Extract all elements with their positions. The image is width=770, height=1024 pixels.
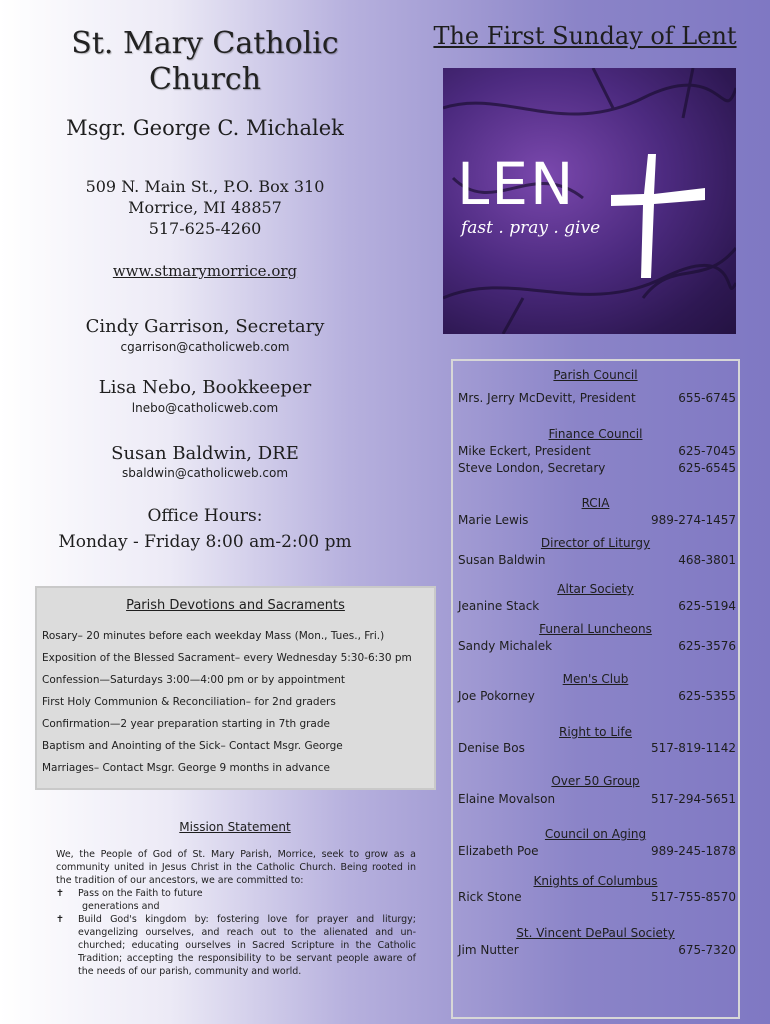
member-name: Marie Lewis [458,513,529,527]
devotion-item: Baptism and Anointing of the Sick– Contact Msgr. George [42,740,343,752]
lent-image [443,68,736,334]
member-phone: 517-819-1142 [650,741,736,755]
member-row [458,461,736,475]
member-row [458,943,736,957]
mission-bullet [56,887,416,900]
devotion-item: Marriages– Contact Msgr. George 9 months in advance [42,762,330,774]
member-row [458,689,736,703]
cross-bullet-icon: ✝ [56,914,64,925]
member-phone: 625-5194 [678,599,736,613]
member-row [458,792,736,806]
member-name: Mike Eckert, President [458,444,591,458]
address-line-2: Morrice, MI 48857 [128,198,282,217]
staff-email-secretary[interactable]: cgarrison@catholicweb.com [120,340,290,354]
church-phone: 517-625-4260 [148,219,262,238]
mission-bullet-text: Build God's kingdom by: fostering love for prayer and liturgy; evangelizing ourselves, and reach out to the alienated and un-churched; educating ourselves in Sacred Scripture in the Catholic Tradition; accepting the responsibility to be servant people aware of the needs of our parish, community and world. [78,914,416,977]
office-hours: Monday - Friday 8:00 am-2:00 pm [58,532,352,552]
member-phone: 989-274-1457 [650,513,736,527]
devotion-item: Confession—Saturdays 3:00—4:00 pm or by appointment [42,674,345,686]
member-name: Elaine Movalson [458,792,556,806]
member-name: Mrs. Jerry McDevitt, President [458,391,636,405]
mission-bullet [56,913,416,978]
devotions-title: Parish Devotions and Sacraments [126,598,345,613]
member-row [458,639,736,653]
member-row [458,553,736,567]
mission-title: Mission Statement [179,820,291,834]
member-phone: 655-6745 [678,391,736,405]
member-phone: 468-3801 [678,553,736,567]
member-name: Steve London, Secretary [458,461,606,475]
member-name: Jim Nutter [458,943,519,957]
cross-icon [443,68,736,334]
pastor-name: Msgr. George C. Michalek [66,116,344,140]
member-phone: 675-7320 [678,943,736,957]
staff-name-dre: Susan Baldwin, DRE [111,443,299,464]
group-title: RCIA [581,496,610,510]
member-phone: 625-5355 [678,689,736,703]
devotion-item: First Holy Communion & Reconciliation– for 2nd graders [42,696,336,708]
member-name: Sandy Michalek [458,639,553,653]
group-title: St. Vincent DePaul Society [516,926,675,940]
group-title: Council on Aging [544,827,647,841]
member-name: Susan Baldwin [458,553,546,567]
devotion-item: Rosary– 20 minutes before each weekday Mass (Mon., Tues., Fri.) [42,630,385,642]
member-phone: 625-3576 [678,639,736,653]
mission-intro: We, the People of God of St. Mary Parish, Morrice, seek to grow as a community united in Jesus Christ in the Catholic Church. Being rooted in the tradition of our ancestors, we are committed to: [56,849,416,886]
mission-statement [56,848,416,978]
lent-tagline: fast . pray . give [461,218,601,238]
lent-heading: The First Sunday of Lent [433,22,737,50]
member-row [458,844,736,858]
member-row [458,890,736,904]
staff-name-bookkeeper: Lisa Nebo, Bookkeeper [98,377,312,398]
member-phone: 989-245-1878 [650,844,736,858]
member-phone: 517-294-5651 [650,792,736,806]
group-title: Funeral Luncheons [539,622,652,636]
member-row [458,391,736,405]
group-title: Altar Society [557,582,634,596]
member-name: Joe Pokorney [458,689,535,703]
website-link[interactable]: www.stmarymorrice.org [112,262,298,280]
lent-word: LEN [457,150,576,218]
member-name: Elizabeth Poe [458,844,539,858]
devotions-box [35,586,436,790]
member-row [458,444,736,458]
staff-name-secretary: Cindy Garrison, Secretary [85,316,325,337]
address-line-1: 509 N. Main St., P.O. Box 310 [85,177,325,196]
member-phone: 517-755-8570 [650,890,736,904]
staff-email-bookkeeper[interactable]: lnebo@catholicweb.com [131,401,279,415]
member-phone: 625-6545 [678,461,736,475]
group-title: Men's Club [562,672,629,686]
group-title: Parish Council [553,368,638,382]
group-title: Finance Council [548,427,643,441]
church-title: St. Mary Catholic Church [71,26,339,97]
member-phone: 625-7045 [678,444,736,458]
group-title: Director of Liturgy [540,536,651,550]
member-name: Jeanine Stack [458,599,540,613]
member-row [458,741,736,755]
devotion-item: Exposition of the Blessed Sacrament– every Wednesday 5:30-6:30 pm [42,652,412,664]
mission-bullet-text: Pass on the Faith to future [78,888,203,899]
member-row [458,513,736,527]
member-row [458,599,736,613]
church-address [20,176,390,239]
parish-council-panel [451,359,740,1019]
cross-bullet-icon: ✝ [56,888,64,899]
devotion-item: Confirmation—2 year preparation starting in 7th grade [42,718,330,730]
group-title: Right to Life [559,725,632,739]
mission-bullet-continued: generations and [82,901,160,912]
office-hours-label: Office Hours: [147,506,263,526]
group-title: Over 50 Group [551,774,640,788]
staff-email-dre[interactable]: sbaldwin@catholicweb.com [121,466,289,480]
member-name: Denise Bos [458,741,525,755]
group-title: Knights of Columbus [533,874,658,888]
member-name: Rick Stone [458,890,522,904]
